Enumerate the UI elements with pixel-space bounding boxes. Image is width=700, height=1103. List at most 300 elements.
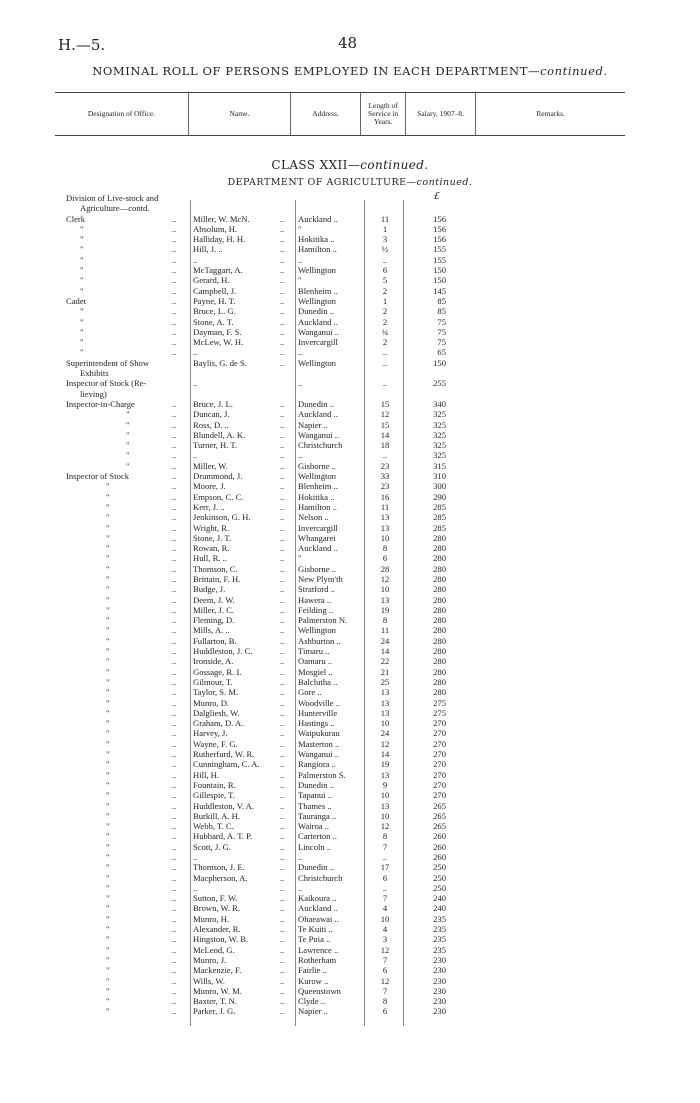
table-row (0, 502, 700, 512)
designation-cell: " (106, 604, 110, 615)
table-row (0, 636, 700, 646)
leader-dots: .. (172, 337, 177, 348)
name-cell: McLew, W. H. (193, 337, 244, 348)
leader-dots: .. (280, 913, 285, 924)
salary-cell: 156 (433, 223, 446, 234)
leader-dots: .. (172, 347, 177, 358)
leader-dots: .. (280, 882, 285, 893)
address-cell: Timaru .. (298, 646, 330, 657)
salary-cell: 280 (433, 676, 446, 687)
name-cell: Fleming, D. (193, 615, 235, 626)
table-row (0, 533, 700, 543)
leader-dots: .. (172, 429, 177, 440)
table-row (0, 873, 700, 883)
service-years-cell: 6 (382, 265, 388, 276)
leader-dots: .. (172, 625, 177, 636)
leader-dots: .. (280, 594, 285, 605)
table-row (0, 595, 700, 605)
table-row (0, 945, 700, 955)
name-cell: Hull, R. .. (193, 553, 227, 564)
address-cell: Hamilton .. (298, 244, 337, 255)
name-cell: Stone, J. T. (193, 532, 232, 543)
name-cell: Ross, D. .. (193, 419, 229, 430)
service-years-cell: 3 (382, 934, 388, 945)
leader-dots: .. (280, 718, 285, 729)
salary-cell: 265 (433, 810, 446, 821)
leader-dots: .. (280, 1006, 285, 1017)
leader-dots: .. (172, 244, 177, 255)
table-row (0, 955, 700, 965)
address-cell: Auckland .. (298, 316, 338, 327)
name-cell: Drummond, J. (193, 471, 243, 482)
table-row (0, 749, 700, 759)
table-row (0, 275, 700, 285)
leader-dots: .. (280, 769, 285, 780)
service-years-cell: 18 (380, 440, 390, 451)
leader-dots: .. (280, 532, 285, 543)
leader-dots: .. (172, 213, 177, 224)
leader-dots: .. (172, 471, 177, 482)
service-years-cell: 19 (380, 604, 390, 615)
salary-cell: 250 (433, 862, 446, 873)
salary-cell: 325 (433, 450, 446, 461)
leader-dots: .. (172, 604, 177, 615)
leader-dots: .. (280, 635, 285, 646)
table-row (0, 481, 700, 491)
designation-cell: " (126, 440, 130, 451)
salary-cell: 260 (433, 831, 446, 842)
service-years-cell: 2 (382, 306, 388, 317)
designation-cell: " (106, 749, 110, 760)
leader-dots: .. (280, 337, 285, 348)
designation-cell: " (80, 244, 84, 255)
name-cell: .. (193, 378, 198, 389)
salary-cell: 240 (433, 903, 446, 914)
designation-cell: Superintendent of Show (66, 357, 150, 368)
name-cell: Graham, D. A. (193, 718, 244, 729)
designation-cell: " (106, 532, 110, 543)
address-cell: Palmerston S. (298, 769, 346, 780)
address-cell: .. (298, 378, 303, 389)
table-row (0, 811, 700, 821)
table-row (0, 492, 700, 502)
salary-cell: 230 (433, 985, 446, 996)
leader-dots: .. (280, 625, 285, 636)
leader-dots: .. (172, 275, 177, 286)
salary-cell: 270 (433, 718, 446, 729)
name-cell: Munro, D. (193, 697, 230, 708)
name-cell: Kerr, J. .. (193, 501, 225, 512)
leader-dots: .. (280, 985, 285, 996)
name-cell: Blundell, A. K. (193, 429, 246, 440)
table-row (0, 244, 700, 254)
name-cell: Bruce, J. L. (193, 398, 233, 409)
class-title-main: CLASS XXII (271, 158, 348, 172)
address-cell: Dunedin .. (298, 779, 335, 790)
address-cell: .. (298, 347, 303, 358)
address-cell: Palmerston N. (298, 615, 348, 626)
service-years-cell: 33 (380, 471, 390, 482)
page-number: 48 (338, 34, 358, 52)
name-cell: Parker, J. G. (193, 1006, 236, 1017)
salary-cell: 230 (433, 1006, 446, 1017)
address-cell: Rotherham (298, 954, 337, 965)
service-years-cell: ½ (381, 244, 389, 255)
address-cell: Woodville .. (298, 697, 341, 708)
designation-cell: " (106, 975, 110, 986)
leader-dots: .. (172, 975, 177, 986)
name-cell: Harvey, J. (193, 728, 228, 739)
name-cell: Stone, A. T. (193, 316, 234, 327)
address-cell: Invercargill (298, 522, 338, 533)
table-row (0, 903, 700, 913)
address-cell: Hokitika .. (298, 491, 335, 502)
leader-dots: .. (172, 481, 177, 492)
designation-cell: " (106, 852, 110, 862)
name-cell: Halliday, H. H. (193, 234, 246, 245)
salary-cell: 270 (433, 749, 446, 760)
designation-cell: " (106, 996, 110, 1007)
address-cell: Rangiora .. (298, 759, 336, 770)
table-row (0, 1006, 700, 1016)
designation-cell: " (106, 584, 110, 595)
designation-cell: " (106, 872, 110, 883)
leader-dots: .. (172, 903, 177, 914)
salary-cell: 75 (437, 316, 446, 327)
address-cell: Clyde .. (298, 996, 325, 1007)
document-title-suffix: —continued. (527, 64, 608, 78)
address-cell: Te Puia .. (298, 934, 331, 945)
department-title-suffix: —continued. (406, 177, 473, 188)
salary-cell: 280 (433, 656, 446, 667)
designation-cell: " (106, 790, 110, 801)
salary-cell: 265 (433, 821, 446, 832)
leader-dots: .. (172, 522, 177, 533)
service-years-cell: 2 (382, 316, 388, 327)
name-cell: Budge, J. (193, 584, 226, 595)
salary-cell: 155 (433, 244, 446, 255)
name-cell: .. (193, 254, 198, 265)
salary-cell: 280 (433, 666, 446, 677)
address-cell: Dunedin .. (298, 398, 335, 409)
address-cell: Fairlie .. (298, 965, 327, 976)
address-cell: .. (298, 852, 303, 862)
department-title (0, 177, 700, 188)
designation-cell: " (126, 419, 130, 430)
leader-dots: .. (172, 800, 177, 811)
address-cell: Queenstown (298, 985, 341, 996)
designation-cell: " (80, 337, 84, 348)
leader-dots: .. (280, 954, 285, 965)
address-cell: Nelson .. (298, 512, 329, 523)
table-row (0, 914, 700, 924)
table-row (0, 698, 700, 708)
leader-dots: .. (280, 779, 285, 790)
name-cell: Thomson, C. (193, 563, 238, 574)
service-years-cell: 6 (382, 965, 388, 976)
name-cell: Baylis, G. de S. (193, 357, 247, 368)
leader-dots: .. (172, 440, 177, 451)
address-cell: Kurow .. (298, 975, 329, 986)
salary-cell: 310 (433, 471, 446, 482)
designation-cell: " (80, 223, 84, 234)
salary-cell: 265 (433, 800, 446, 811)
table-row (0, 337, 700, 347)
address-cell: Whangarei (298, 532, 336, 543)
column-header-salary: Salary, 1907–8. (406, 93, 476, 135)
service-years-cell: 13 (380, 800, 390, 811)
leader-dots: .. (280, 975, 285, 986)
name-cell: Gerard, H. (193, 275, 230, 286)
service-years-cell: 14 (380, 646, 390, 657)
service-years-cell: 23 (380, 481, 390, 492)
leader-dots: .. (280, 903, 285, 914)
table-row (0, 677, 700, 687)
table-row (0, 265, 700, 275)
salary-cell: 65 (437, 347, 446, 358)
salary-cell: 240 (433, 893, 446, 904)
service-years-cell: 7 (382, 954, 388, 965)
designation-cell: " (106, 666, 110, 677)
leader-dots: .. (280, 759, 285, 770)
name-cell: Dayman, F. S. (193, 326, 242, 337)
leader-dots: .. (172, 790, 177, 801)
name-cell: Miller, W. McN. (193, 213, 250, 224)
leader-dots: .. (280, 223, 285, 234)
leader-dots: .. (172, 687, 177, 698)
table-row (0, 883, 700, 893)
leader-dots: .. (280, 728, 285, 739)
column-header-name: Name. (189, 93, 291, 135)
name-cell: Munro, J. (193, 954, 227, 965)
name-cell: Mills, A. .. (193, 625, 230, 636)
address-cell: Auckland .. (298, 213, 338, 224)
designation-cell: " (106, 954, 110, 965)
address-cell: Wellington (298, 295, 336, 306)
designation-cell: " (106, 831, 110, 842)
address-cell: Wanganui .. (298, 749, 340, 760)
leader-dots: .. (280, 285, 285, 296)
name-cell: Deem, J. W. (193, 594, 235, 605)
leader-dots: .. (280, 697, 285, 708)
name-cell: Huddleston, V. A. (193, 800, 255, 811)
service-years-cell: 10 (380, 718, 390, 729)
salary-cell: 150 (433, 265, 446, 276)
service-years-cell: 1 (382, 295, 388, 306)
table-row (0, 821, 700, 831)
table-row (0, 296, 700, 306)
leader-dots: .. (172, 985, 177, 996)
leader-dots: .. (172, 450, 177, 461)
service-years-cell: 15 (380, 419, 390, 430)
name-cell: Alexander, R. (193, 924, 241, 935)
designation-cell: " (106, 718, 110, 729)
service-years-cell: 10 (380, 913, 390, 924)
leader-dots: .. (172, 996, 177, 1007)
designation-cell: " (106, 893, 110, 904)
leader-dots: .. (172, 697, 177, 708)
leader-dots: .. (172, 841, 177, 852)
name-cell: .. (193, 882, 198, 893)
address-cell: Gore .. (298, 687, 322, 698)
service-years-cell: .. (382, 378, 388, 389)
salary-cell: 280 (433, 532, 446, 543)
service-years-cell: 14 (380, 429, 390, 440)
leader-dots: .. (172, 573, 177, 584)
name-cell: Dalgliesh, W. (193, 707, 240, 718)
salary-cell: 85 (437, 306, 446, 317)
table-row (0, 739, 700, 749)
designation-cell: " (126, 409, 130, 420)
leader-dots: .. (280, 924, 285, 935)
designation-cell: " (106, 656, 110, 667)
salary-cell: 250 (433, 872, 446, 883)
table-row (0, 625, 700, 635)
table-row (0, 728, 700, 738)
salary-cell: 325 (433, 440, 446, 451)
service-years-cell: 13 (380, 707, 390, 718)
address-cell: Lawrence .. (298, 944, 339, 955)
leader-dots: .. (280, 275, 285, 286)
service-years-cell: 11 (380, 213, 390, 224)
leader-dots: .. (172, 810, 177, 821)
leader-dots: .. (280, 471, 285, 482)
designation-cell: " (106, 625, 110, 636)
salary-cell: 275 (433, 697, 446, 708)
leader-dots: .. (280, 965, 285, 976)
service-years-cell: 23 (380, 460, 390, 471)
leader-dots: .. (172, 615, 177, 626)
leader-dots: .. (280, 810, 285, 821)
designation-cell: " (106, 738, 110, 749)
table-row (0, 471, 700, 481)
address-cell: Christchurch (298, 872, 343, 883)
leader-dots: .. (172, 954, 177, 965)
leader-dots: .. (280, 563, 285, 574)
service-years-cell: .. (382, 254, 388, 265)
leader-dots: .. (172, 460, 177, 471)
designation-cell: " (106, 810, 110, 821)
address-cell: Dunedin .. (298, 862, 335, 873)
address-cell: Wanganui .. (298, 429, 340, 440)
salary-cell: 280 (433, 625, 446, 636)
table-row (0, 461, 700, 471)
leader-dots: .. (172, 306, 177, 317)
service-years-cell: .. (382, 347, 388, 358)
name-cell: Duncan, J. (193, 409, 230, 420)
name-cell: Moore, J. (193, 481, 226, 492)
salary-cell: 270 (433, 790, 446, 801)
salary-cell: 290 (433, 491, 446, 502)
leader-dots: .. (172, 759, 177, 770)
designation-cell: " (106, 481, 110, 492)
service-years-cell: 21 (380, 666, 390, 677)
table-row (0, 193, 700, 203)
table-row (0, 523, 700, 533)
designation-cell: " (106, 913, 110, 924)
name-cell: Fountain, R. (193, 779, 236, 790)
leader-dots: .. (172, 409, 177, 420)
address-cell: Oamaru .. (298, 656, 333, 667)
salary-cell: 285 (433, 522, 446, 533)
service-years-cell: 13 (380, 769, 390, 780)
leader-dots: .. (280, 573, 285, 584)
leader-dots: .. (280, 481, 285, 492)
service-years-cell: 6 (382, 1006, 388, 1017)
table-row (0, 831, 700, 841)
leader-dots: .. (172, 924, 177, 935)
address-cell: Blenheim .. (298, 285, 338, 296)
name-cell: Miller, J. C. (193, 604, 234, 615)
designation-cell: " (106, 594, 110, 605)
table-row (0, 801, 700, 811)
leader-dots: .. (280, 429, 285, 440)
leader-dots: .. (172, 646, 177, 657)
table-row (0, 976, 700, 986)
designation-cell: " (106, 491, 110, 502)
table-row (0, 996, 700, 1006)
designation-cell: " (106, 779, 110, 790)
address-cell: Wanganui .. (298, 326, 340, 337)
table-row (0, 327, 700, 337)
service-years-cell: 24 (380, 635, 390, 646)
leader-dots: .. (172, 934, 177, 945)
salary-cell: 260 (433, 841, 446, 852)
leader-dots: .. (280, 419, 285, 430)
designation-cell: " (80, 347, 84, 358)
designation-cell: " (106, 646, 110, 657)
address-cell: Waipukurau (298, 728, 340, 739)
leader-dots: .. (280, 440, 285, 451)
leader-dots: .. (172, 254, 177, 265)
address-cell: Tapanui .. (298, 790, 333, 801)
address-cell: Napier .. (298, 419, 328, 430)
leader-dots: .. (280, 615, 285, 626)
leader-dots: .. (280, 398, 285, 409)
leader-dots: .. (280, 821, 285, 832)
leader-dots: .. (280, 306, 285, 317)
leader-dots: .. (280, 738, 285, 749)
leader-dots: .. (280, 553, 285, 564)
designation-cell: " (106, 924, 110, 935)
table-row (0, 224, 700, 234)
leader-dots: .. (172, 718, 177, 729)
salary-cell: 255 (433, 378, 446, 389)
salary-cell: 280 (433, 615, 446, 626)
designation-cell: " (106, 573, 110, 584)
leader-dots: .. (280, 450, 285, 461)
designation-cell: Agriculture—contd. (80, 203, 150, 214)
service-years-cell: 13 (380, 522, 390, 533)
leader-dots: .. (280, 316, 285, 327)
name-cell: Wayne, F. G. (193, 738, 238, 749)
leader-dots: .. (172, 676, 177, 687)
leader-dots: .. (172, 594, 177, 605)
name-cell: Campbell, J. (193, 285, 237, 296)
service-years-cell: 7 (382, 893, 388, 904)
leader-dots: .. (172, 821, 177, 832)
class-title (0, 158, 700, 172)
leader-dots: .. (172, 234, 177, 245)
designation-cell: " (106, 563, 110, 574)
table-row (0, 378, 700, 388)
salary-cell: 75 (437, 337, 446, 348)
table-row (0, 306, 700, 316)
salary-cell: 280 (433, 553, 446, 564)
service-years-cell: 11 (380, 625, 390, 636)
name-cell: Wills, W. (193, 975, 225, 986)
table-row (0, 389, 700, 399)
